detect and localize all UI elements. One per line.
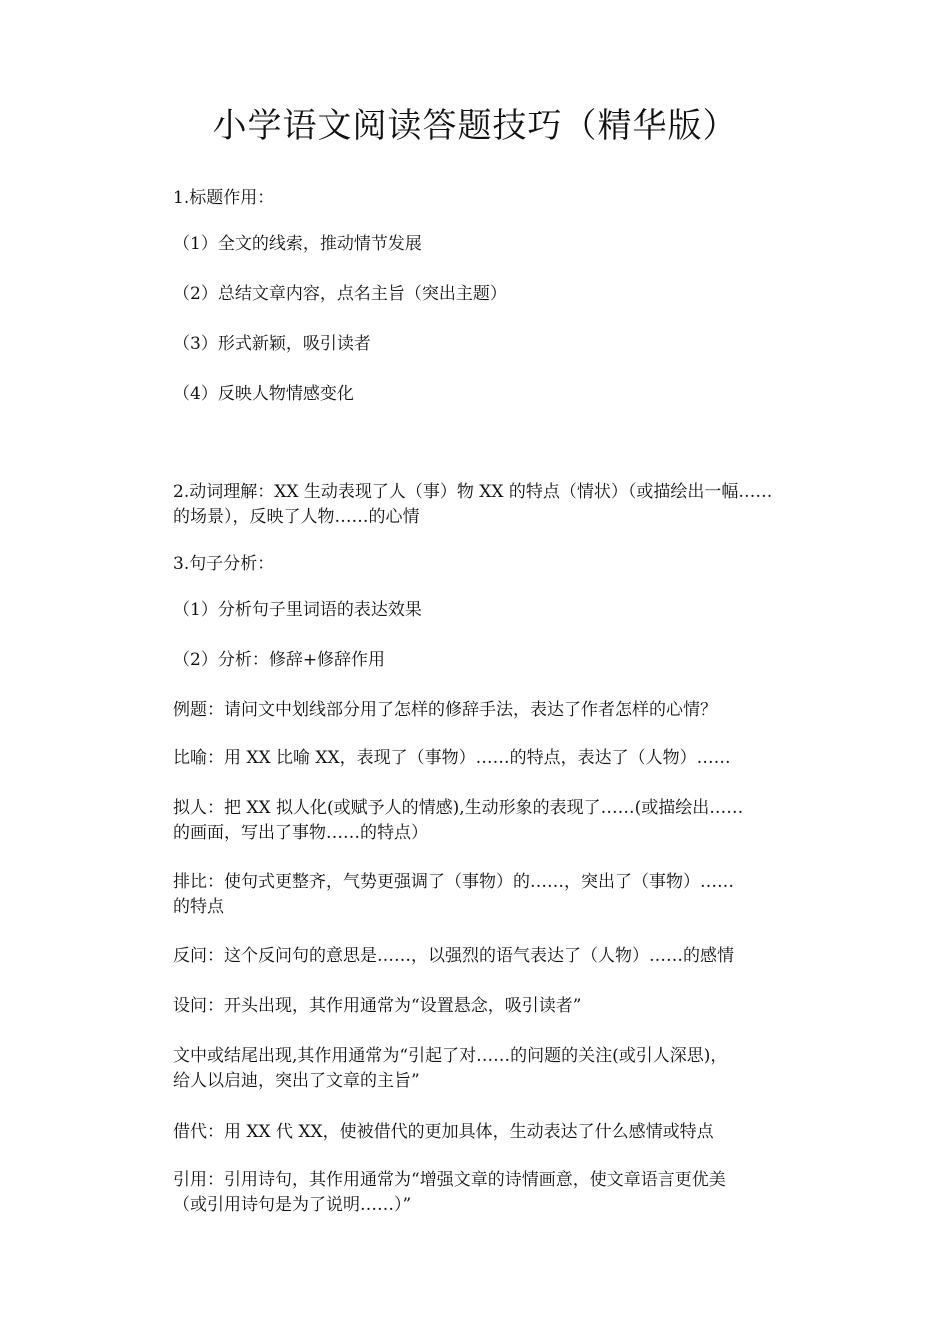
ending-question-paragraph: [173, 1044, 813, 1094]
paragraph-line: 文中或结尾出现,其作用通常为“引起了对……的问题的关注(或引人深思)，: [173, 1046, 728, 1066]
metaphor-paragraph: 比喻：用 XX 比喻 XX，表现了（事物）……的特点，表达了（人物）……: [173, 748, 731, 768]
quotation-paragraph: [173, 1168, 813, 1218]
rhetorical-question-paragraph: 反问：这个反问句的意思是……，以强烈的语气表达了（人物）……的感情: [173, 946, 734, 966]
paragraph-line: 的场景），反映了人物……的心情: [173, 507, 420, 527]
paragraph-line: 排比：使句式更整齐，气势更强调了（事物）的……，突出了（事物）……: [173, 872, 734, 892]
paragraph-line: 给人以启迪，突出了文章的主旨”: [173, 1071, 420, 1091]
section-3-heading: 3.句子分析：: [173, 554, 275, 574]
paragraph-line: 的画面，写出了事物……的特点）: [173, 823, 428, 843]
list-item: （3）形式新颖，吸引读者: [173, 334, 371, 354]
paragraph-line: 拟人：把 XX 拟人化(或赋予人的情感),生动形象的表现了……(或描绘出……: [173, 798, 744, 818]
set-question-paragraph: 设问：开头出现，其作用通常为“设置悬念，吸引读者”: [173, 996, 582, 1016]
list-item: （1）全文的线索，推动情节发展: [173, 234, 422, 254]
example-question: 例题：请问文中划线部分用了怎样的修辞手法，表达了作者怎样的心情？: [173, 700, 717, 720]
page-title: 小学语文阅读答题技巧（精华版）: [212, 106, 738, 146]
personification-paragraph: [173, 796, 813, 846]
section-1-heading: 1.标题作用：: [173, 188, 275, 208]
parallelism-paragraph: [173, 870, 813, 920]
section-2-paragraph: [173, 480, 813, 530]
paragraph-line: 2.动词理解：XX 生动表现了人（事）物 XX 的特点（情状）（或描绘出一幅……: [173, 482, 773, 502]
paragraph-line: （或引用诗句是为了说明……）”: [173, 1195, 412, 1215]
metonymy-paragraph: 借代：用 XX 代 XX，使被借代的更加具体，生动表达了什么感情或特点: [173, 1122, 714, 1142]
list-item: （4）反映人物情感变化: [173, 384, 354, 404]
list-item: （2）总结文章内容，点名主旨（突出主题）: [173, 284, 507, 304]
list-item: （1）分析句子里词语的表达效果: [173, 600, 422, 620]
paragraph-line: 引用：引用诗句，其作用通常为“增强文章的诗情画意，使文章语言更优美: [173, 1170, 726, 1190]
list-item: （2）分析：修辞+修辞作用: [173, 650, 386, 670]
paragraph-line: 的特点: [173, 897, 224, 917]
